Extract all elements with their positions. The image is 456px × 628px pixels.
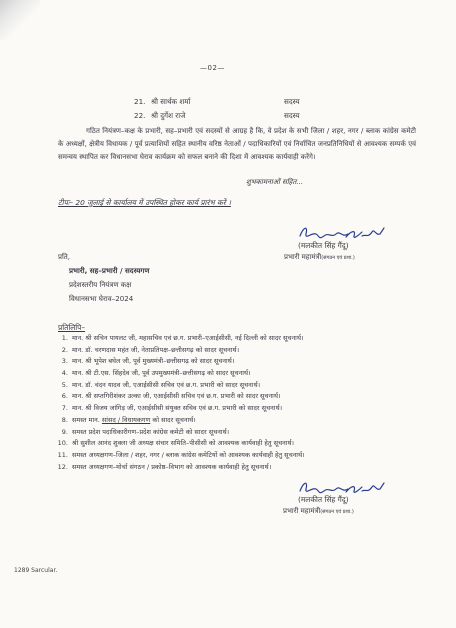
member-name: श्री सार्थक शर्मा — [151, 97, 191, 106]
member-role: सदस्य — [284, 111, 300, 120]
signatory-title-text: प्रभारी महामंत्री — [284, 253, 322, 261]
addressee-line-1: प्रभारी, सह–प्रभारी / सदस्यगण — [69, 266, 150, 275]
copy-heading: प्रतिलिपि– — [58, 323, 86, 332]
signatory-title — [283, 507, 354, 516]
list-item: 4. मान. श्री टी.एस. सिंहदेव जी, पूर्व उपमुख्यमंत्री–छत्तीसगढ़ को सादर सूचनार्थ। — [61, 369, 251, 378]
signatory-dept: (संगठन एवं प्रशा.) — [321, 255, 355, 261]
signatory-name: (मलकीत सिंह गैंदू) — [298, 495, 349, 504]
to-label: प्रति, — [58, 253, 71, 261]
addressee-line-2: प्रदेशस्तरीय नियंत्रण कक्ष — [69, 280, 132, 289]
signatory-dept: (संगठन एवं प्रशा.) — [320, 509, 354, 515]
copy-list — [56, 333, 436, 473]
member-role: सदस्य — [284, 97, 300, 106]
page-number: —02— — [200, 64, 225, 72]
list-item: 7. मान. श्री विजय जांगिड़ जी, एआईसीसी संयुक्त सचिव एवं छ.ग. प्रभारी को सादर सूचनार्थ। — [61, 404, 283, 413]
member-number: 22. — [134, 111, 146, 120]
list-item: 9. समस्त प्रदेश पदाधिकारीगण–प्रदेश कांग्रेस कमेटी को सादर सूचनार्थ। — [61, 427, 230, 436]
body-paragraph: गठित नियंत्रण–कक्ष के प्रभारी, सह–प्रभारी एवं सदस्यों से आग्रह है कि, वे प्रदेश के सभी जिला / शहर, नगर / ब्लाक कांग्रेस कमेटी के अध्यक्षों, क्षेत्रीय विधायक / पूर्व प्रत्याशियों सहित स्थानीय वरिष्ठ नेताओं / पदाधिकारियों एवं निर्वाचित जनप्रतिनिधियों से आवश्यक सम्पर्क एवं समन्वय स्थापित कर विधानसभा घेराव कार्यक्रम को सफल बनाने की दिशा में आवश्यक कार्यवाही करेंगे। — [58, 127, 416, 161]
list-item: 3. मान. श्री भूपेश बघेल जी, पूर्व मुख्यमंत्री–छत्तीसगढ़ को सादर सूचनार्थ। — [61, 357, 235, 366]
signatory-title — [284, 253, 355, 262]
list-item: 10. श्री सुशील आनंद शुक्ला जी अध्यक्ष संचार समिति–पीसीसी को आवश्यक कार्यवाही हेतु सूचनार्थ। — [57, 439, 295, 448]
footer-document-id: 1289 Sarcular. — [14, 567, 58, 574]
closing-wishes: शुभकामनाओं सहित... — [246, 178, 304, 186]
list-item: 8. समस्त मान. सांसद / विधायकगण को सादर सूचनार्थ। — [61, 415, 196, 424]
member-name: श्री दुर्गेश राजे — [151, 111, 186, 120]
member-number: 21. — [134, 97, 146, 106]
list-item: 2. मान. डॉ. चरणदास महंत जी, नेताप्रतिपक्ष–छत्तीसगढ़ को सादर सूचनार्थ। — [61, 345, 240, 354]
list-item: 6. मान. श्री सप्तगिरीशंकर उल्का जी, एआईसीसी सचिव एवं छ.ग. प्रभारी को सादर सूचनार्थ। — [61, 392, 281, 401]
scan-corner-shadow — [0, 0, 40, 40]
signatory-title-text: प्रभारी महामंत्री — [283, 507, 321, 515]
list-item: 1. मान. श्री सचिन पायलट जी, महासचिव एवं छ.ग. प्रभारी–एआईसीसी, नई दिल्ली को सादर सूचनार्थ। — [61, 334, 304, 342]
note-instruction: टीपः– 20 जुलाई से कार्यालय में उपस्थित होकर कार्य प्रारंभ करें । — [58, 198, 231, 207]
list-item: 5. मान. डॉ. चंदन यादव जी, एआईसीसी सचिव एवं छ.ग. प्रभारी को सादर सूचनार्थ। — [61, 380, 261, 389]
signatory-name: (मलकीत सिंह गैंदू) — [298, 241, 349, 250]
list-item: 12. समस्त अध्यक्षगण–मोर्चा संगठन / प्रकोष्ठ–विभाग को आवश्यक कार्यवाही हेतु सूचनार्थ। — [57, 462, 272, 471]
addressee-line-3: विधानसभा घेराव–2024 — [69, 294, 134, 303]
list-item: 11. समस्त अध्यक्षगण–जिला / शहर, नगर / ब्लाक कांग्रेस कमेटियों को आवश्यक कार्यवाही हेतु सूचनार्थ। — [57, 450, 305, 459]
